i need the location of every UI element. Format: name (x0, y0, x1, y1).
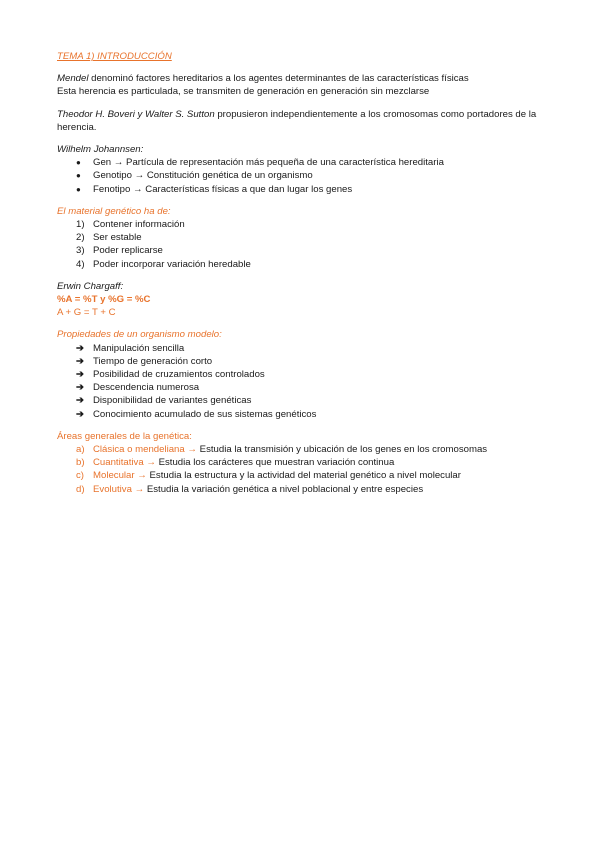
list-item (57, 218, 547, 231)
chargaff-heading: Erwin Chargaff: (57, 280, 124, 292)
bullet-marker: ● (76, 171, 81, 181)
list-item (57, 156, 547, 169)
list-item (57, 408, 547, 421)
chargaff-section (57, 280, 547, 320)
list-item-text: Disponibilidad de variantes genéticas (93, 395, 252, 407)
list-item (57, 456, 547, 469)
johannsen-list (57, 156, 547, 196)
modelo-heading: Propiedades de un organismo modelo: (57, 329, 222, 341)
number-marker: 2) (76, 232, 85, 244)
johannsen-section (57, 143, 547, 196)
chargaff-rule-1: %A = %T y %G = %C (57, 294, 151, 306)
arrow-icon: ➔ (76, 382, 85, 394)
list-item-text: Fenotipo → Características físicas a que dan lugar los genes (93, 183, 353, 195)
number-marker: 1) (76, 219, 85, 231)
arrow-icon: ➔ (76, 355, 85, 367)
area-name: Clásica o mendeliana → (93, 444, 197, 456)
arrow-icon: ➔ (76, 369, 85, 381)
list-item-text: Posibilidad de cruzamientos controlados (93, 369, 265, 381)
letter-marker: c) (76, 470, 84, 482)
arrow-icon: ➔ (76, 395, 85, 407)
mendel-text-2: Esta herencia es particulada, se transmiten de generación en generación sin mezclarse (57, 86, 430, 98)
list-item (57, 183, 547, 196)
mendel-name: Mendel (57, 73, 89, 85)
area-name: Evolutiva → (93, 483, 145, 495)
boveri-text: propusieron independientemente a los cromosomas como portadores de la herencia. (57, 108, 537, 133)
list-item-text: Manipulación sencilla (93, 342, 185, 354)
area-name: Molecular → (93, 470, 147, 482)
list-item-text: Contener información (93, 219, 185, 231)
area-description: Estudia la transmisión y ubicación de los genes en los cromosomas (199, 444, 488, 456)
list-item (57, 231, 547, 244)
list-item-text: Genotipo → Constitución genética de un organismo (93, 170, 313, 182)
list-item-text: Conocimiento acumulado de sus sistemas genéticos (93, 408, 317, 420)
document-title: TEMA 1) INTRODUCCIÓN (57, 51, 172, 62)
bullet-marker: ● (76, 158, 81, 168)
list-item-text: Poder replicarse (93, 245, 163, 257)
list-item (57, 244, 547, 257)
list-item (57, 483, 547, 496)
list-item (57, 368, 547, 381)
arrow-icon: ➔ (76, 408, 85, 420)
boveri-names: Theodor H. Boveri y Walter S. Sutton (57, 108, 215, 120)
list-item-text: Tiempo de generación corto (93, 355, 213, 367)
areas-section (57, 430, 547, 496)
boveri-paragraph (57, 108, 547, 134)
list-item (57, 443, 547, 456)
list-item-text: Gen → Partícula de representación más pequeña de una característica hereditaria (93, 157, 444, 169)
list-item (57, 355, 547, 368)
list-item-text: Descendencia numerosa (93, 382, 200, 394)
number-marker: 4) (76, 258, 85, 270)
material-heading: El material genético ha de: (57, 205, 171, 217)
list-item-text: Poder incorporar variación heredable (93, 258, 251, 270)
modelo-list (57, 342, 547, 421)
areas-list (57, 443, 547, 496)
list-item (57, 469, 547, 482)
letter-marker: a) (76, 444, 85, 456)
johannsen-heading: Wilhelm Johannsen: (57, 144, 144, 156)
list-item-text: Ser estable (93, 232, 142, 244)
material-section (57, 205, 547, 271)
areas-heading: Áreas generales de la genética: (57, 430, 192, 442)
list-item (57, 258, 547, 271)
area-description: Estudia la variación genética a nivel poblacional y entre especies (146, 483, 424, 495)
mendel-paragraph (57, 72, 547, 98)
area-description: Estudia los carácteres que muestran variación continua (158, 457, 395, 469)
letter-marker: d) (76, 483, 85, 495)
mendel-text: denominó factores hereditarios a los agentes determinantes de las características físicas (91, 73, 469, 85)
number-marker: 3) (76, 245, 85, 257)
bullet-marker: ● (76, 184, 81, 194)
list-item (57, 381, 547, 394)
list-item (57, 342, 547, 355)
material-list (57, 218, 547, 271)
list-item (57, 169, 547, 182)
area-name: Cuantitativa → (93, 457, 156, 469)
chargaff-rule-2: A + G = T + C (57, 307, 116, 319)
arrow-icon: ➔ (76, 342, 85, 354)
modelo-section (57, 328, 547, 420)
letter-marker: b) (76, 457, 85, 469)
area-description: Estudia la estructura y la actividad del material genético a nivel molecular (149, 470, 461, 482)
document-page (57, 50, 547, 505)
list-item (57, 394, 547, 407)
